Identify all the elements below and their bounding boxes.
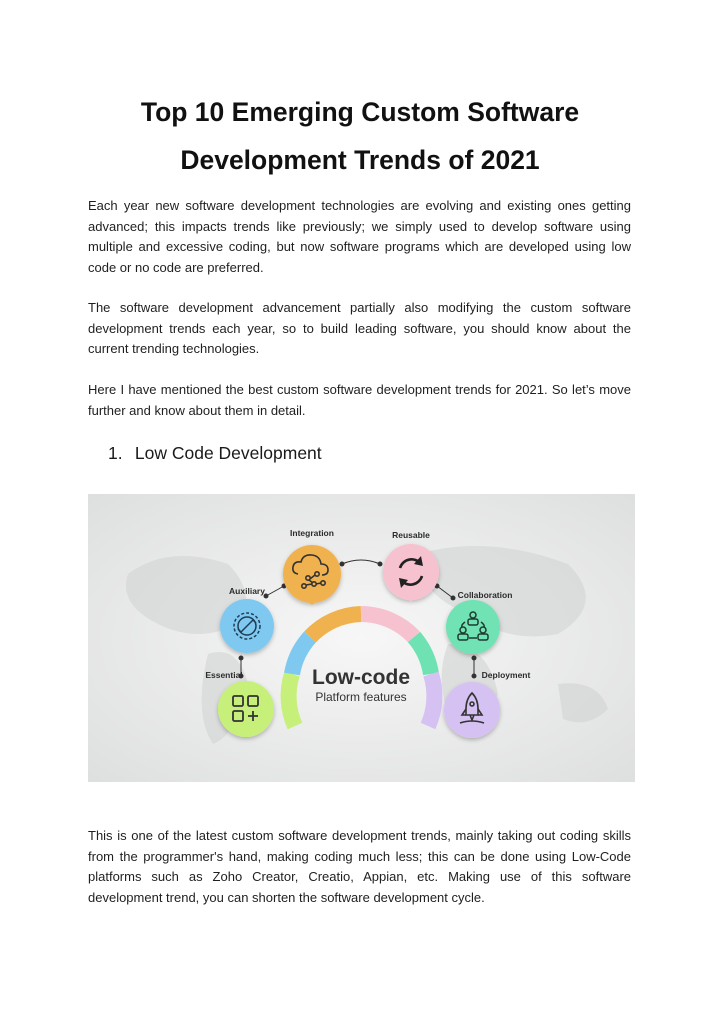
feature-label-reusable: Reusable (392, 530, 430, 540)
feature-label-integration: Integration (290, 528, 334, 538)
infographic-svg (88, 494, 635, 782)
ring-segment-deployment (428, 674, 434, 726)
title-line-1: Top 10 Emerging Custom Software (140, 97, 580, 127)
low-code-description-paragraph: This is one of the latest custom software development trends, mainly taking out coding skills from the programmer's hand, making coding much less; this can be done using Low-Code platforms such as Zoho Creator, Creatio, Appian, etc. Making use of this software development trend, you can shorten the software development cycle. (88, 828, 631, 905)
low-code-infographic (88, 494, 635, 782)
feature-label-deployment: Deployment (481, 670, 531, 680)
intro-paragraph: Each year new software development technologies are evolving and existing ones getting advanced; this impacts trends like previously; we simply used to develop software using multiple and excessive coding, but now software programs which are developed using low code or no code are preferred. (88, 198, 631, 275)
section-heading-text: Low Code Development (134, 443, 322, 463)
feature-label-essential: Essential (205, 670, 243, 680)
page-title (0, 88, 720, 184)
center-title: Low-code (312, 666, 410, 689)
feature-label-auxiliary: Auxiliary (229, 586, 265, 596)
feature-label-collaboration: Collaboration (457, 590, 513, 600)
advancement-paragraph: The software development advancement partially also modifying the custom software development trends each year, so to build leading software, you should know about the current trending technologies. (88, 300, 631, 357)
overview-paragraph: Here I have mentioned the best custom software development trends for 2021. So let’s move further and know about them in detail. (88, 382, 631, 418)
center-subtitle: Platform features (315, 690, 407, 704)
figure-background (88, 494, 635, 782)
section-number: 1. (108, 443, 123, 463)
ring-segment-essential (289, 674, 295, 726)
section-heading (108, 443, 322, 464)
title-line-2: Development Trends of 2021 (180, 145, 540, 175)
gear-wrench-icon (234, 613, 260, 639)
